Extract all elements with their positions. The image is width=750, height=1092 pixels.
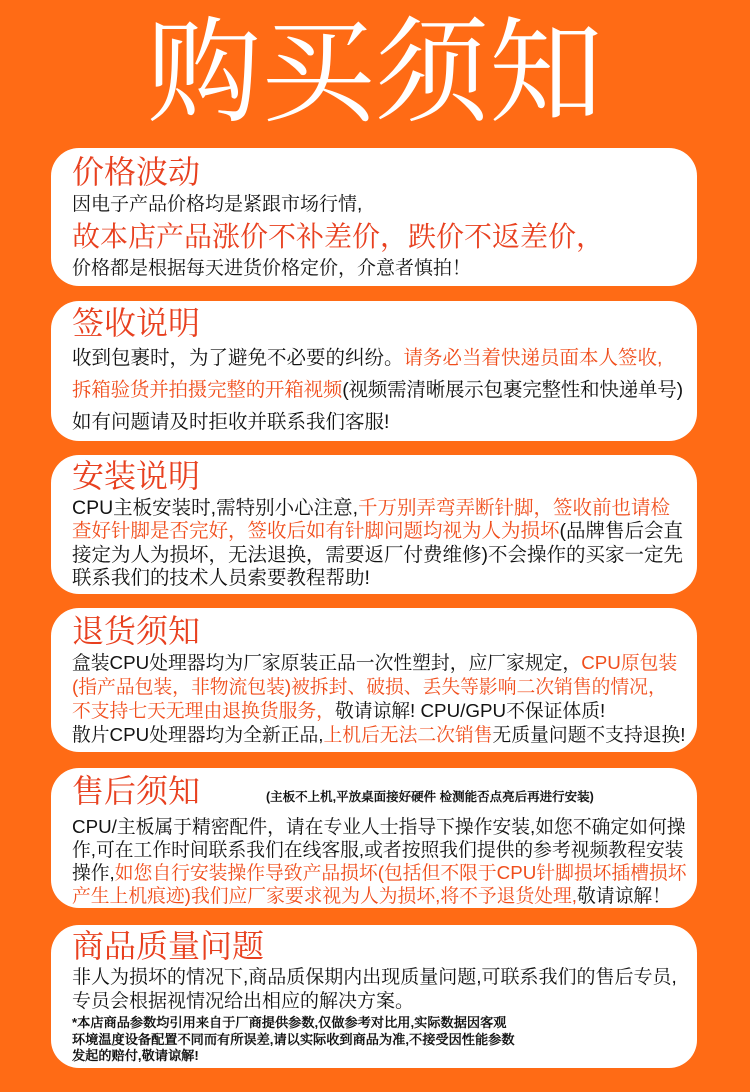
- notice-line: [72, 374, 697, 406]
- notice-line: [72, 699, 697, 723]
- notice-line: [72, 520, 697, 544]
- notice-text: 散片CPU处理器均为全新正品,: [72, 724, 324, 745]
- notice-text: 敬请谅解！: [577, 884, 671, 906]
- notice-line: [72, 497, 697, 521]
- highlighted-notice-text: (指产品包装，非物流包装)被拆封、破损、丢失等影响二次销售的情况，: [72, 676, 667, 697]
- notice-line: [72, 815, 697, 838]
- notice-line: [72, 219, 697, 255]
- installation-tip-note: (主板不上机,平放桌面接好硬件 检测能否点亮后再进行安装): [266, 790, 594, 804]
- notice-text: CPU/主板属于精密配件，请在专业人士指导下操作安装,如您不确定如何操: [72, 815, 686, 837]
- notice-text: 无质量问题不支持退换!: [492, 724, 686, 745]
- notice-line: [72, 544, 697, 568]
- notice-text: 如有问题请及时拒收并联系我们客服!: [72, 411, 390, 433]
- highlighted-notice-text: 查好针脚是否完好，签收后如有针脚问题均视为人为损坏: [72, 520, 560, 542]
- highlighted-notice-text: 故本店产品涨价不补差价，跌价不返差价，: [72, 221, 605, 252]
- disclaimer-note: [72, 1015, 697, 1065]
- notice-line: [72, 567, 697, 591]
- delivery-signing-card: [51, 301, 697, 441]
- notice-text: 联系我们的技术人员索要教程帮助!: [72, 567, 370, 589]
- notice-line: [72, 342, 697, 374]
- section-heading: 价格波动: [72, 154, 201, 190]
- disclaimer-line: 环境温度设备配置不同而有所误差,请以实际收到商品为准,不接受因性能参数: [72, 1031, 515, 1047]
- notice-text: 操作,: [72, 861, 115, 883]
- highlighted-notice-text: 上机后无法二次销售: [323, 724, 493, 745]
- notice-text: 作,可在工作时间联系我们在线客服,或者按照我们提供的参考视频教程安装: [72, 838, 684, 860]
- highlighted-notice-text: CPU原包装: [581, 652, 678, 673]
- notice-text: 价格都是根据每天进货价格定价，介意者慎拍！: [72, 258, 472, 279]
- notice-text: 盒装CPU处理器均为厂家原装正品一次性塑封，应厂家规定，: [72, 652, 582, 673]
- section-body: [72, 810, 697, 907]
- section-body: [72, 650, 697, 747]
- highlighted-notice-text: 拆箱验货并拍摄完整的开箱视频: [72, 379, 343, 401]
- highlighted-notice-text: 不支持七天无理由退换货服务，: [72, 700, 335, 721]
- highlighted-notice-text: 如您自行安装操作导致产品损坏(包括但不限于CPU针脚损坏插槽损坏: [114, 861, 687, 883]
- notice-text: 因电子产品价格均是紧跟市场行情,: [72, 194, 363, 215]
- notice-line: [72, 990, 697, 1014]
- highlighted-notice-text: 千万别弄弯弄断针脚，签收前也请检: [358, 496, 671, 519]
- section-heading: 安装说明: [72, 458, 201, 494]
- section-heading: 退货须知: [72, 613, 201, 649]
- notice-line: [72, 675, 697, 699]
- notice-text: 专员会根据视情况给出相应的解决方案。: [72, 991, 415, 1012]
- section-heading: 售后须知: [72, 773, 201, 809]
- notice-line: [72, 651, 697, 675]
- notice-line: [72, 861, 697, 884]
- section-heading: 商品质量问题: [72, 928, 265, 964]
- page-title: 购买须知: [146, 10, 603, 137]
- installation-card: [51, 455, 697, 594]
- disclaimer-line: 发起的赔付,敬请谅解!: [72, 1048, 199, 1063]
- quality-issues-card: [51, 925, 697, 1068]
- notice-text: 敬请谅解! CPU/GPU不保证体质!: [334, 700, 606, 721]
- notice-line: [72, 966, 697, 990]
- section-body: [72, 191, 697, 283]
- after-sales-card: [51, 768, 697, 908]
- notice-text: CPU主板安装时,需特别小心注意,: [72, 496, 359, 519]
- notice-line: [72, 884, 697, 907]
- notice-line: [72, 838, 697, 861]
- return-policy-card: [51, 608, 697, 752]
- disclaimer-line: *本店商品参数均引用来自于厂商提供参数,仅做参考对比用,实际数据因客观: [72, 1015, 507, 1030]
- notice-line: [72, 406, 697, 438]
- notice-text: 非人为损坏的情况下,商品质保期内出现质量问题,可联系我们的售后专员,: [72, 967, 677, 988]
- section-body: [72, 965, 697, 1065]
- notice-line: [72, 191, 697, 219]
- notice-text: 收到包裹时，为了避免不必要的纠纷。: [72, 347, 404, 369]
- notice-line: [72, 723, 697, 747]
- notice-text: 接定为人为损坏，无法退换，需要返厂付费维修)不会操作的买家一定先: [72, 543, 683, 566]
- section-heading: 签收说明: [72, 305, 201, 341]
- section-body: [72, 342, 697, 438]
- notice-text: (品牌售后会直: [559, 520, 684, 542]
- section-body: [72, 495, 697, 591]
- highlighted-notice-text: 请务必当着快递员面本人签收,: [403, 347, 663, 369]
- highlighted-notice-text: 产生上机痕迹)我们应厂家要求视为人为损坏,将不予退货处理,: [72, 884, 578, 906]
- notice-line: [72, 255, 697, 283]
- notice-text: (视频需清晰展示包裹完整性和快递单号): [342, 379, 683, 401]
- price-fluctuation-card: [51, 148, 697, 286]
